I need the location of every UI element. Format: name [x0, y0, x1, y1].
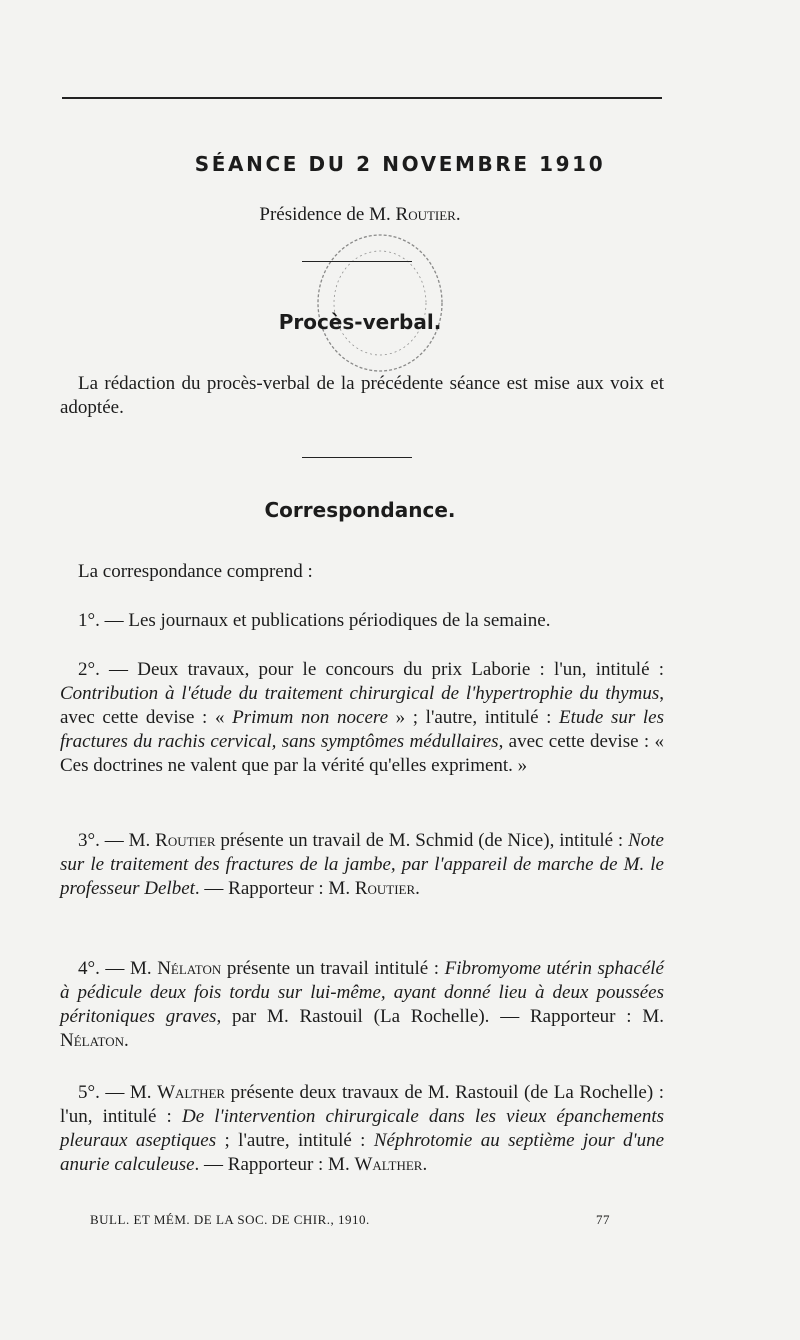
item2-text-c: , avec cette devise : «: [60, 683, 664, 728]
list-item-5: [60, 1081, 664, 1177]
item3-name-2: Routier: [354, 878, 416, 899]
proces-verbal-text: La rédaction du procès-verbal de la précédente séance est mise aux voix et adoptée.: [60, 373, 664, 418]
item3-text-e: .: [415, 878, 420, 899]
item5-name-2: Walther: [354, 1154, 423, 1175]
item3-text-d: . — Rapporteur : M.: [194, 878, 355, 899]
item5-text-f: . — Rapporteur : M.: [194, 1154, 355, 1175]
divider-1: [302, 261, 412, 262]
session-heading: SÉANCE DU 2 NOVEMBRE 1910: [194, 152, 606, 176]
item3-name-1: Routier: [155, 830, 216, 851]
item5-title-2: Néphrotomie au septième jour d'une anurie calculeuse: [60, 1130, 664, 1175]
correspondance-title: Correspondance.: [264, 498, 456, 522]
item4-text-d: , par M. Rastouil (La Rochelle). — Rapporteur : M.: [216, 1006, 664, 1027]
item4-text-a: 4°. — M.: [78, 958, 158, 979]
footer-journal-title: BULL. ET MÉM. DE LA SOC. DE CHIR., 1910.: [90, 1212, 370, 1227]
item5-text-a: 5°. — M.: [78, 1082, 158, 1103]
divider-2: [302, 457, 412, 458]
item5-text-d: ; l'autre, intitulé :: [216, 1130, 374, 1151]
list-item-1: 1°. — Les journaux et publications périodiques de la semaine.: [78, 610, 551, 631]
item4-text-e: .: [124, 1030, 129, 1051]
item2-title-1: Contribution à l'étude du traitement chirurgical de l'hypertrophie du thymus: [60, 683, 660, 704]
item5-text-g: .: [422, 1154, 428, 1175]
item3-text-b: présente un travail de M. Schmid (de Nice), intitulé :: [215, 830, 629, 851]
page-footer: [90, 1212, 610, 1228]
item2-text-a: 2°. — Deux travaux, pour le concours du prix Laborie : l'un, intitulé :: [78, 659, 664, 680]
item2-text-g: , avec cette devise : « Ces doctrines ne valent que par la vérité qu'elles expriment. »: [60, 731, 664, 776]
item4-name-2: Nélaton: [60, 1030, 125, 1051]
correspondance-intro: La correspondance comprend :: [78, 561, 313, 582]
item5-name-1: Walther: [157, 1082, 226, 1103]
list-item-3: [60, 829, 664, 901]
presidence-suffix: .: [455, 204, 461, 225]
item2-text-e: » ; l'autre, intitulé :: [388, 707, 560, 728]
president-name: Routier: [395, 204, 456, 225]
top-rule: [62, 97, 662, 99]
list-item-4: [60, 957, 664, 1053]
library-stamp: [300, 218, 460, 388]
item4-name-1: Nélaton: [157, 958, 222, 979]
presidence-prefix: Présidence de M.: [259, 204, 396, 225]
proces-verbal-title: Procès-verbal.: [278, 310, 442, 334]
item5-text-b: présente deux travaux de M. Rastouil (de La Rochelle) : l'un, intitulé :: [60, 1082, 664, 1127]
item4-text-b: présente un travail intitulé :: [221, 958, 445, 979]
item4-title: Fibromyome utérin sphacélé à pédicule deux fois tordu sur lui-même, ayant donné lieu à deux poussées péritoniques graves: [60, 958, 664, 1027]
item5-title-1: De l'intervention chirurgicale dans les vieux épanchements pleuraux aseptiques: [60, 1106, 664, 1151]
item3-text-a: 3°. — M.: [78, 830, 156, 851]
list-item-2: [60, 658, 664, 778]
item2-title-2: Etude sur les fractures du rachis cervical, sans symptômes médullaires: [60, 707, 664, 752]
item3-title: Note sur le traitement des fractures de la jambe, par l'appareil de marche de M. le professeur Delbet: [60, 830, 664, 899]
item2-motto-1: Primum non nocere: [232, 707, 389, 728]
page-number: 77: [596, 1212, 610, 1227]
